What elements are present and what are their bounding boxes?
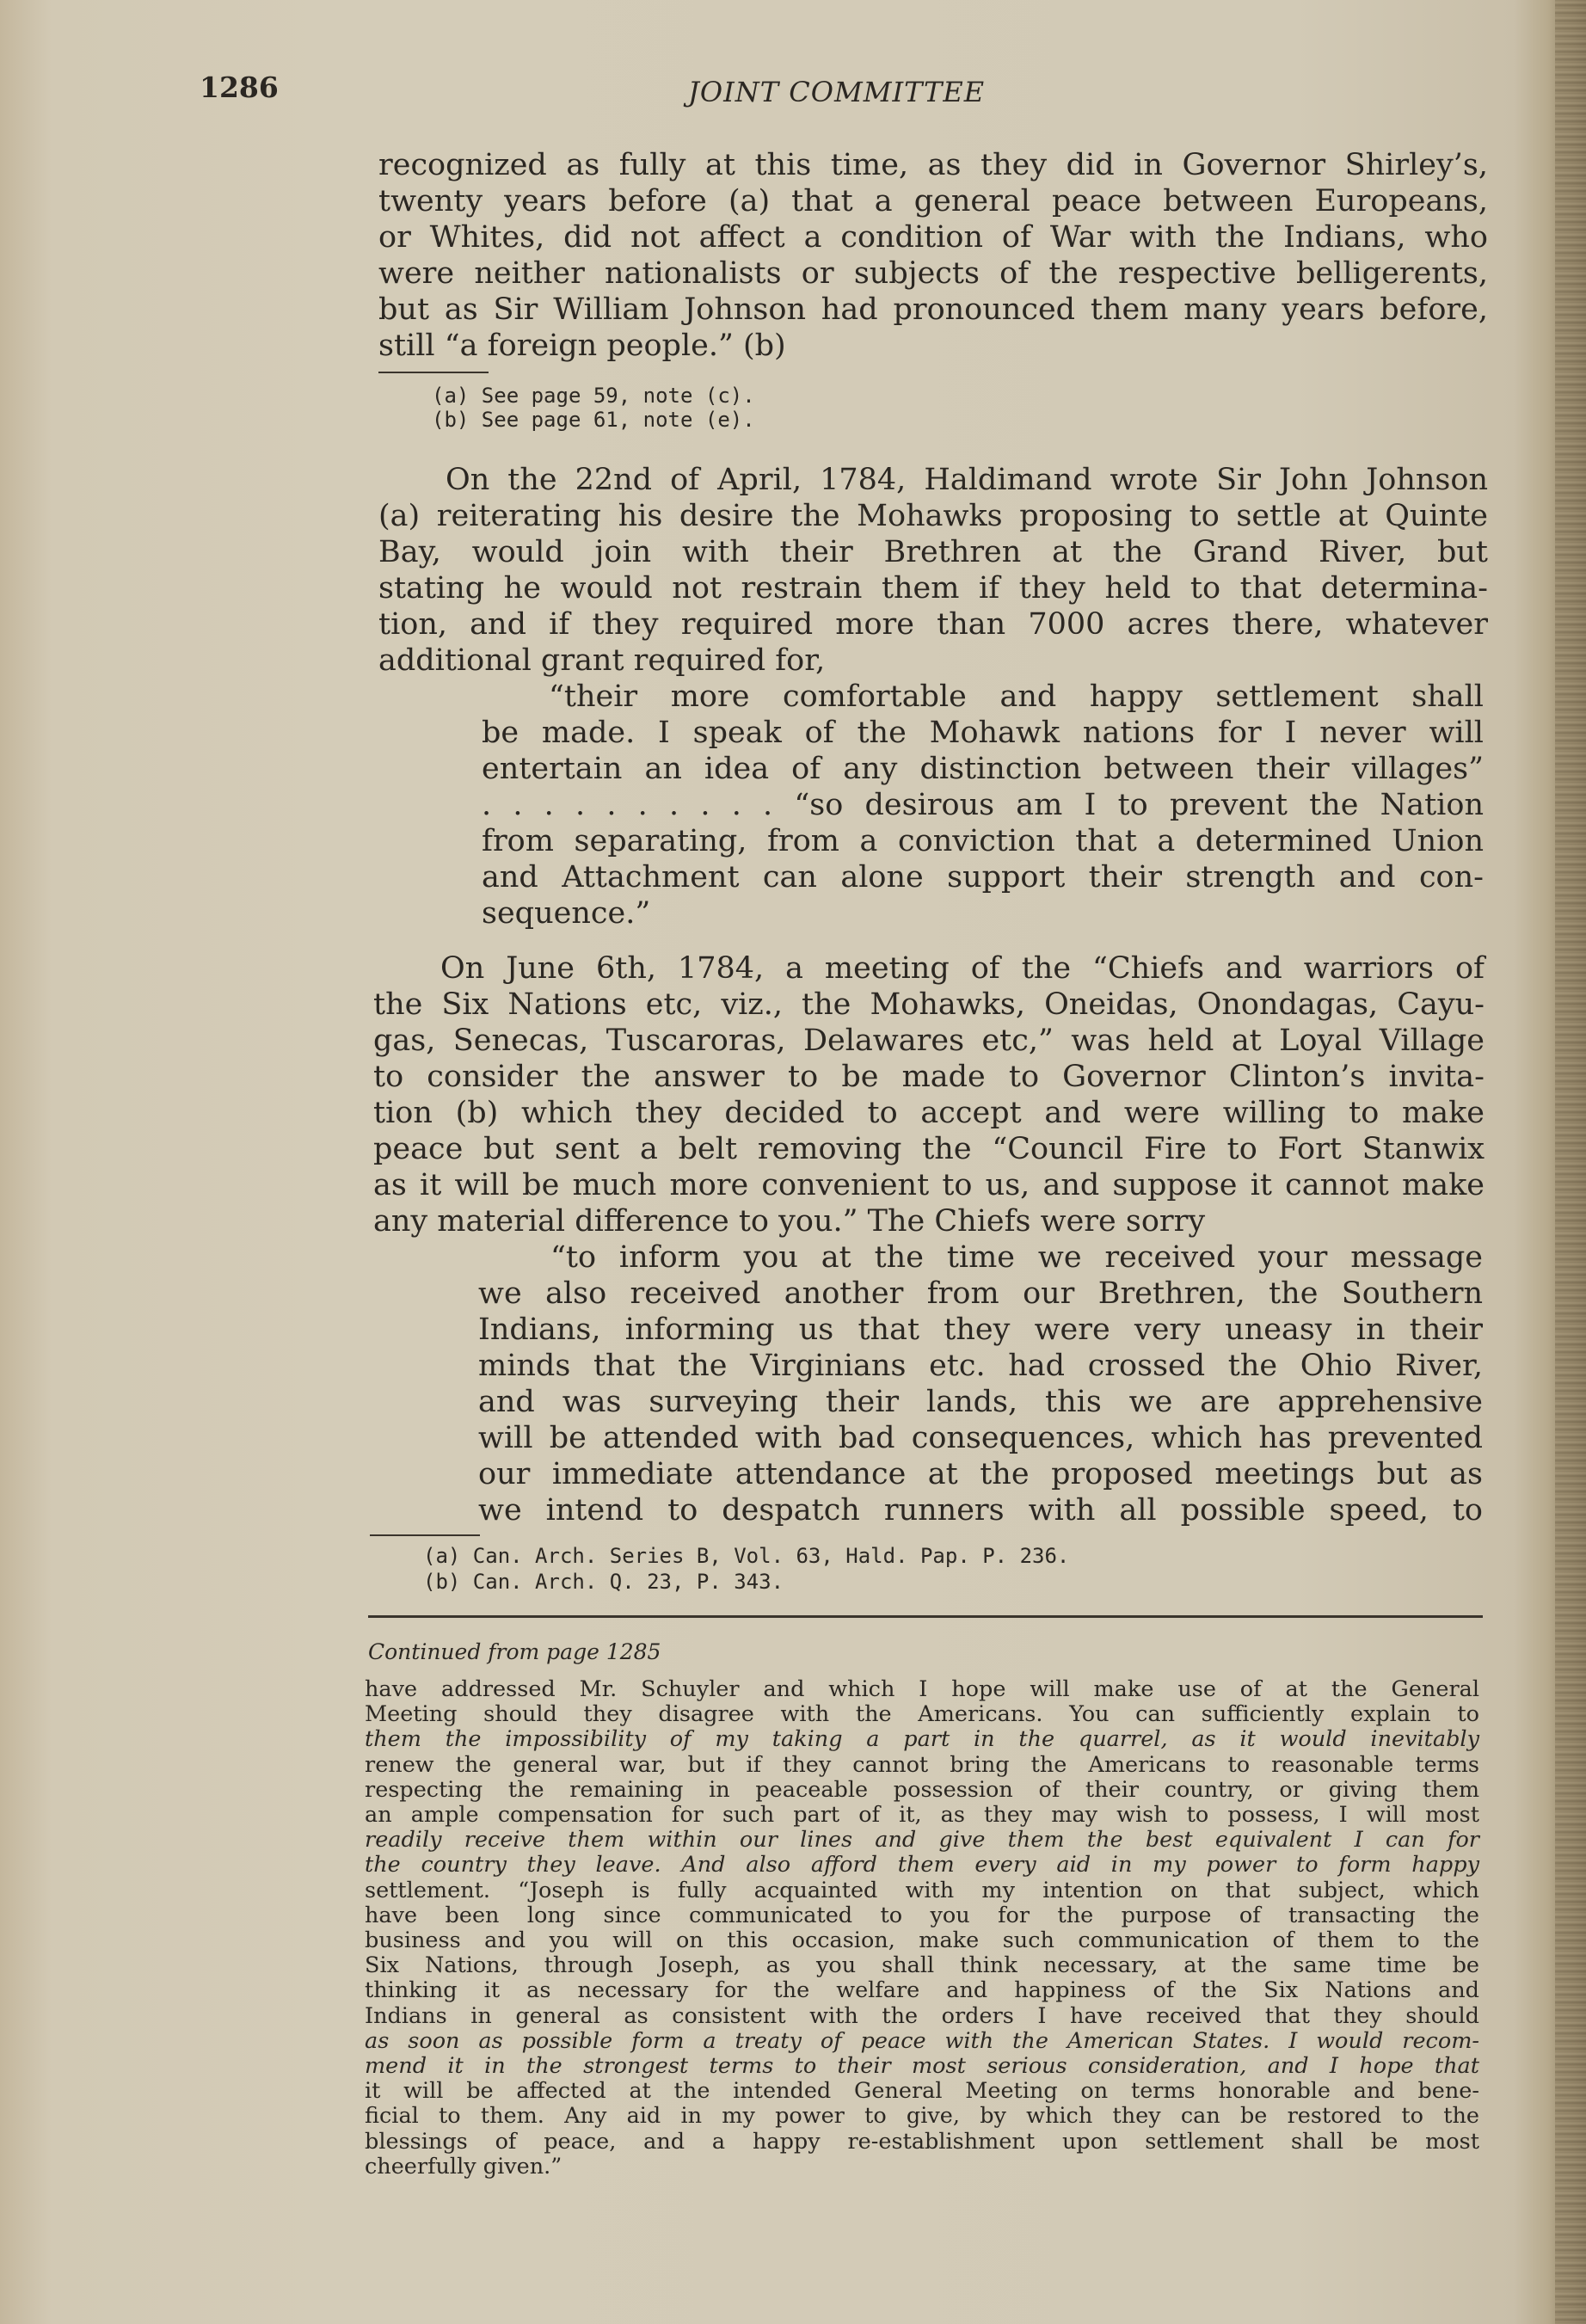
- text-line: twenty years before (a) that a general peace between Europeans,: [378, 184, 1488, 218]
- text-line: minds that the Virginians etc. had crossed the Ohio River,: [478, 1349, 1483, 1383]
- text-line: the Six Nations etc, viz., the Mohawks, Oneidas, Onondagas, Cayu-: [373, 987, 1485, 1022]
- text-line: as soon as possible form a treaty of peace with the American States. I would recom-: [365, 2027, 1479, 2054]
- text-line: stating he would not restrain them if they held to that determina-: [378, 571, 1488, 606]
- text-line: . . . . . . . . . . “so desirous am I to prevent the Nation: [482, 788, 1484, 822]
- page-edge-shadow: [1555, 0, 1586, 2324]
- text-line: and was surveying their lands, this we are apprehensive: [478, 1385, 1483, 1419]
- text-line: settlement. “Joseph is fully acquainted with my intention on that subject, which: [365, 1877, 1479, 1903]
- paragraph-3: [373, 950, 1485, 1239]
- text-line: and Attachment can alone support their strength and con-: [482, 860, 1484, 895]
- text-line: our immediate attendance at the proposed meetings but as: [478, 1457, 1483, 1491]
- text-line: still “a foreign people.” (b): [378, 329, 786, 363]
- text-line: them the impossibility of my taking a part in the quarrel, as it would inevitably: [365, 1726, 1479, 1753]
- page-number: 1286: [200, 71, 279, 104]
- text-line: were neither nationalists or subjects of the respective belligerents,: [378, 256, 1488, 291]
- text-line: sequence.”: [482, 896, 651, 931]
- continued-heading: Continued from page 1285: [368, 1639, 661, 1664]
- text-line: cheerfully given.”: [365, 2153, 562, 2180]
- text-line: tion (b) which they decided to accept and were willing to make: [373, 1096, 1485, 1130]
- text-line: gas, Senecas, Tuscaroras, Delawares etc,” was held at Loyal Village: [373, 1024, 1485, 1058]
- footnote-a: (a) Can. Arch. Series B, Vol. 63, Hald. Pap. P. 236.: [423, 1544, 1070, 1568]
- text-line: respecting the remaining in peaceable possession of their country, or giving them: [365, 1776, 1479, 1803]
- footnote-rule: [378, 372, 489, 373]
- text-line: additional grant required for,: [378, 643, 826, 678]
- text-line: the country they leave. And also afford them every aid in my power to form happy: [365, 1852, 1479, 1878]
- text-line: Bay, would join with their Brethren at the Grand River, but: [378, 535, 1488, 569]
- footnote-a: (a) See page 59, note (c).: [432, 384, 755, 408]
- footnote-b: (b) See page 61, note (e).: [432, 408, 755, 432]
- text-line: ficial to them. Any aid in my power to give, by which they can be restored to the: [365, 2103, 1479, 2130]
- running-title: JOINT COMMITTEE: [688, 76, 986, 108]
- text-line: recognized as fully at this time, as they did in Governor Shirley’s,: [378, 148, 1488, 182]
- block-quote-1: [482, 679, 1484, 931]
- text-line: any material difference to you.” The Chiefs were sorry: [373, 1204, 1206, 1239]
- text-line: be made. I speak of the Mohawk nations for I never will: [482, 716, 1484, 750]
- text-line: Indians in general as consistent with the orders I have received that they should: [365, 2002, 1479, 2029]
- text-line: from separating, from a conviction that a determined Union: [482, 824, 1484, 858]
- text-line: to consider the answer to be made to Governor Clinton’s invita-: [373, 1060, 1485, 1094]
- text-line: as it will be much more convenient to us, and suppose it cannot make: [373, 1168, 1485, 1202]
- continued-footnote-text: [365, 1677, 1479, 2180]
- text-line: “to inform you at the time we received your message: [550, 1240, 1483, 1275]
- text-line: but as Sir William Johnson had pronounced them many years before,: [378, 292, 1488, 327]
- text-line: will be attended with bad consequences, which has prevented: [478, 1421, 1483, 1455]
- text-line: “their more comfortable and happy settlement shall: [549, 679, 1484, 714]
- text-line: On June 6th, 1784, a meeting of the “Chiefs and warriors of: [440, 951, 1485, 986]
- text-line: blessings of peace, and a happy re-establishment upon settlement shall be most: [365, 2128, 1479, 2155]
- text-line: we intend to despatch runners with all possible speed, to: [478, 1493, 1483, 1528]
- text-line: Indians, informing us that they were very uneasy in their: [478, 1313, 1483, 1347]
- paragraph-1: [378, 147, 1488, 364]
- text-line: or Whites, did not affect a condition of War with the Indians, who: [378, 220, 1488, 255]
- text-line: have been long since communicated to you for the purpose of transacting the: [365, 1902, 1479, 1928]
- text-line: (a) reiterating his desire the Mohawks proposing to settle at Quinte: [378, 499, 1488, 533]
- section-divider: [368, 1615, 1483, 1618]
- text-line: Meeting should they disagree with the Americans. You can sufficiently explain to: [365, 1701, 1479, 1728]
- text-line: renew the general war, but if they cannot bring the Americans to reasonable terms: [365, 1751, 1479, 1778]
- footnote-b: (b) Can. Arch. Q. 23, P. 343.: [423, 1570, 784, 1594]
- text-line: tion, and if they required more than 7000 acres there, whatever: [378, 607, 1488, 642]
- text-line: thinking it as necessary for the welfare and happiness of the Six Nations and: [365, 1977, 1479, 2004]
- text-line: readily receive them within our lines and give them the best equivalent I can for: [365, 1827, 1479, 1854]
- text-line: business and you will on this occasion, make such communication of them to the: [365, 1927, 1479, 1954]
- text-line: it will be affected at the intended General Meeting on terms honorable and bene-: [365, 2078, 1479, 2105]
- block-quote-2: [478, 1239, 1483, 1528]
- text-line: entertain an idea of any distinction between their villages”: [482, 752, 1484, 786]
- text-line: peace but sent a belt removing the “Council Fire to Fort Stanwix: [373, 1132, 1485, 1166]
- text-line: we also received another from our Brethren, the Southern: [478, 1276, 1483, 1311]
- text-line: an ample compensation for such part of it, as they may wish to possess, I will most: [365, 1802, 1479, 1829]
- footnote-rule: [370, 1534, 480, 1536]
- paragraph-2: [378, 462, 1488, 679]
- text-line: On the 22nd of April, 1784, Haldimand wrote Sir John Johnson: [446, 463, 1488, 497]
- text-line: Six Nations, through Joseph, as you shall think necessary, at the same time be: [365, 1952, 1479, 1979]
- text-line: have addressed Mr. Schuyler and which I hope will make use of at the General: [365, 1676, 1479, 1702]
- text-line: mend it in the strongest terms to their most serious consideration, and I hope that: [365, 2053, 1479, 2080]
